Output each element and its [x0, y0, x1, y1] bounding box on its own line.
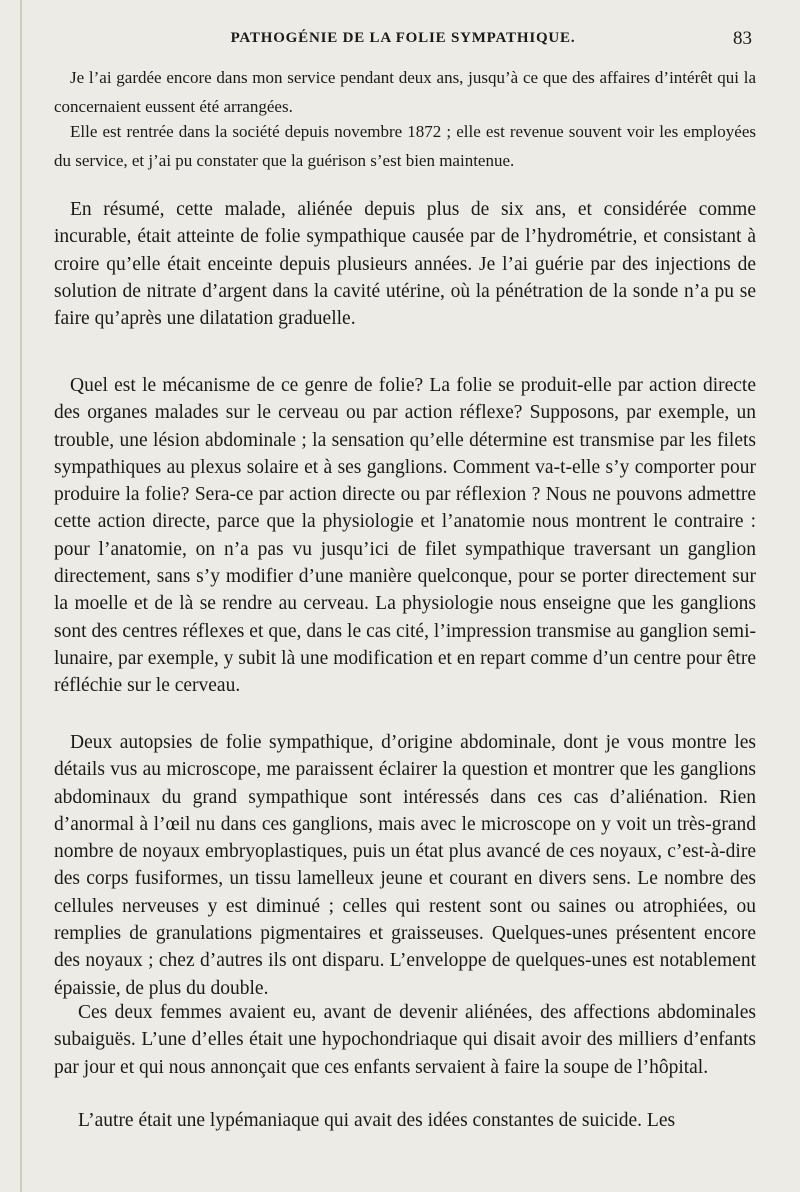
- autopsy-paragraph: Deux autopsies de folie sympathique, d’origine abdominale, dont je vous montre les détails vus au microscope, me paraissent éclairer la question et montrer que les ganglions abdominaux du grand sympathique sont intéressés dans ces cas d’aliénation. Rien d’anormal à l’œil nu dans ces ganglions, mais avec le microscope on y voit un très-grand nombre de noyaux embryoplastiques, puis un état plus avancé de ces noyaux, c’est-à-dire des corps fusiformes, un tissu lamelleux jeune et courant en divers sens. Le nombre des cellules nerveuses y est diminué ; celles qui restent sont ou saines ou atrophiées, ou remplies de granulations pigmentaires et graisseuses. Quelques-unes présentent encore des noyaux ; chez d’autres ils ont disparu. L’enveloppe de quelques-unes est notablement épaissie, de plus du double.: [54, 732, 756, 999]
- summary-paragraph: En résumé, cette malade, aliénée depuis plus de six ans, et considérée comme incurable, était atteinte de folie sympathique causée par de l’hydrométrie, et consistant à croire qu’elle était enceinte depuis plusieurs années. Je l’ai guérie par des injections de solution de nitrate d’argent dans la cavité utérine, où la pénétration de la sonde n’a pu se faire qu’après une dilatation graduelle.: [54, 199, 756, 330]
- page-number: 83: [733, 28, 752, 49]
- case-paragraph-1: Je l’ai gardée encore dans mon service pendant deux ans, jusqu’à ce que des affaires d’intérêt qui la concernaient eussent été arrangées.: [54, 68, 756, 116]
- running-title: PATHOGÉNIE DE LA FOLIE SYMPATHIQUE.: [230, 30, 576, 46]
- case-paragraph-2: Elle est rentrée dans la société depuis novembre 1872 ; elle est revenue souvent voir les employées du service, et j’ai pu constater que la guérison s’est bien maintenue.: [54, 122, 756, 170]
- two-women-paragraph: Ces deux femmes avaient eu, avant de devenir aliénées, des affections abdominales subaiguës. L’une d’elles était une hypochondriaque qui disait avoir des milliers d’enfants par jour et qui nous annonçait que ces enfants servaient à faire la soupe de l’hôpital.: [54, 1002, 756, 1078]
- page-header: [54, 30, 752, 54]
- last-paragraph: L’autre était une lypémaniaque qui avait des idées constantes de suicide. Les: [78, 1110, 676, 1131]
- mechanism-paragraph: Quel est le mécanisme de ce genre de folie? La folie se produit-elle par action directe des organes malades sur le cerveau ou par action réflexe? Supposons, par exemple, un trouble, une lésion abdominale ; la sensation qu’elle détermine est transmise par les filets sympathiques au plexus solaire et à ses ganglions. Comment va-t-elle s’y comporter pour produire la folie? Sera-ce par action directe ou par réflexion ? Nous ne pouvons admettre cette action directe, parce que la physiologie et l’anatomie nous montrent le contraire : pour l’anatomie, on n’a pas vu jusqu’ici de filet sympathique traversant un ganglion directement, sans s’y modifier d’une manière quelconque, pour se porter directement sur la moelle et de là se rendre au cerveau. La physiologie nous enseigne que les ganglions sont des centres réflexes et que, dans le cas cité, l’impression transmise au ganglion semi-lunaire, par exemple, y subit là une modification et en repart comme d’un centre pour être réfléchie sur le cerveau.: [54, 375, 756, 697]
- page-gutter-edge: [20, 0, 22, 1192]
